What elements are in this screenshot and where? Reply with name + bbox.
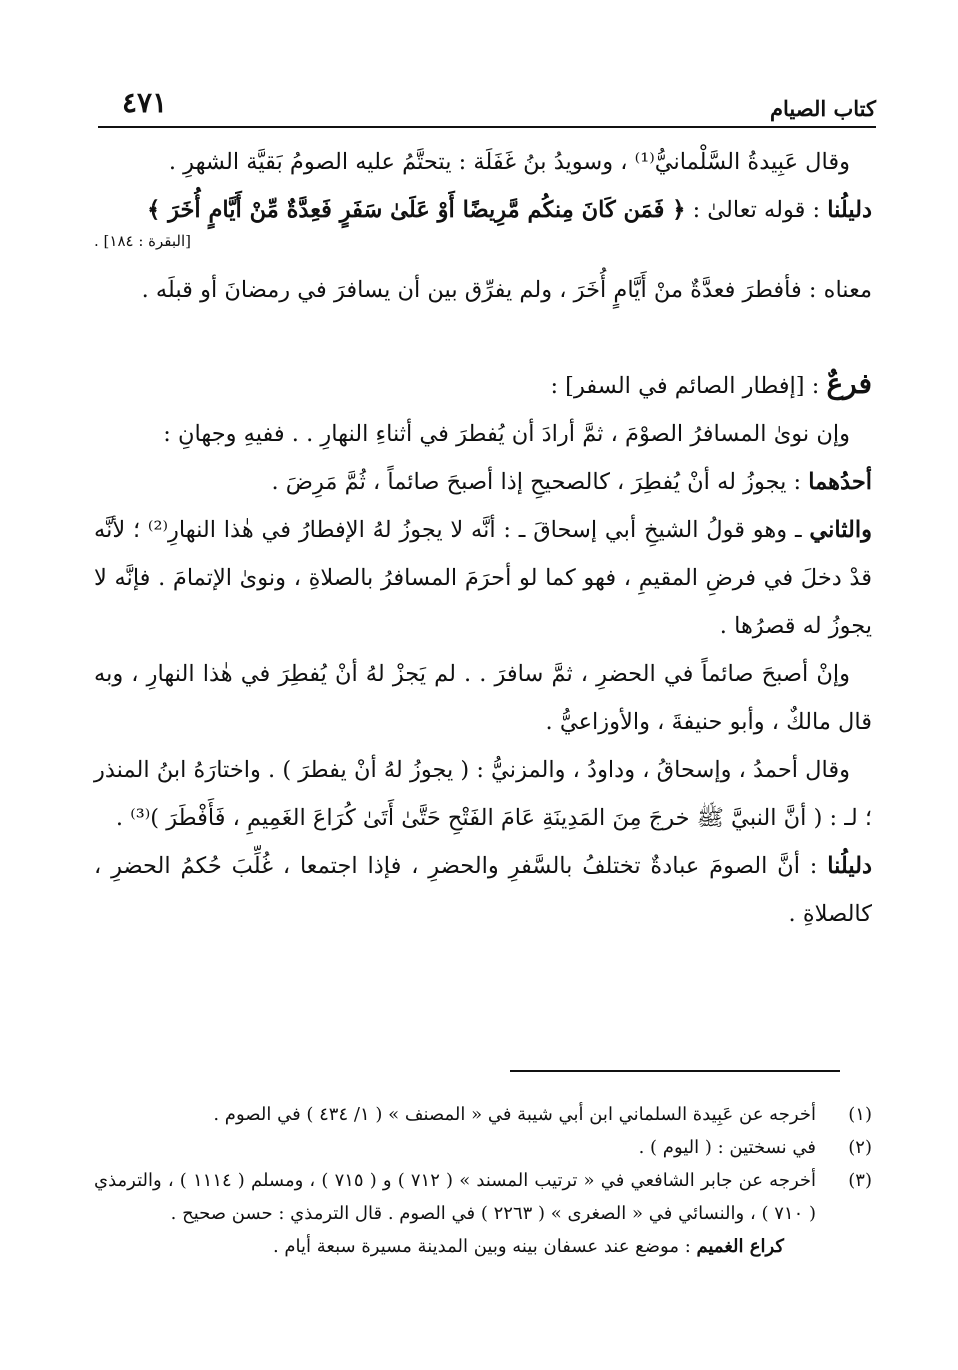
first-view-label: أحدُهما xyxy=(808,469,872,495)
footnote-separator xyxy=(510,1070,840,1072)
footnotes xyxy=(94,1098,872,1263)
glossary-note xyxy=(94,1230,872,1263)
paragraph-7: وإنْ أصبحَ صائماً في الحضرِ ، ثمَّ سافرَ . . لم يَجزْ لهُ أنْ يُفطِرَ في هٰذا النهارِ ، وبه قال مالكٌ ، وأبو حنيفةَ ، والأوزاعيُّ . xyxy=(94,661,872,735)
glossary-term: كراع الغميم xyxy=(696,1236,784,1257)
paragraph-1: وقال عَبِيدةُ السَّلْمانيُّ⁽¹⁾ ، وسويدُ بنُ غَفَلَة : يتحتَّمُ عليه الصومُ بَقيَّة الشهرِ . xyxy=(168,149,850,175)
running-header xyxy=(98,84,876,128)
section-heading xyxy=(94,360,872,410)
page-number: ٤٧١ xyxy=(122,86,168,119)
footnote-3 xyxy=(94,1164,872,1230)
footnote-number: (٢) xyxy=(848,1137,872,1158)
footnote-number: (١) xyxy=(848,1104,872,1125)
paragraph-4: وإن نوىٰ المسافرُ الصوْمَ ، ثمَّ أرادَ أن يُفطرَ في أثناءِ النهارِ . . ففيهِ وجهانِ : xyxy=(163,421,850,447)
paragraph-8: وقال أحمدُ ، وإسحاقُ ، وداودُ ، والمزنيُّ : ( يجوزُ لهُ أنْ يفطرَ ) . واختارَهُ ابنُ المنذر ؛ لـ : ( أنَّ النبيَّ ﷺ خرجَ مِنَ المَدِينَةِ عَامَ الفَتْحِ حَتَّىٰ أَتَىٰ كُرَاعَ الغَمِيمِ ، فَأَفْطَرَ )⁽³⁾ . xyxy=(94,757,872,831)
book-title: كتاب الصيام xyxy=(770,96,876,121)
evidence-label-2: دليلُنا xyxy=(827,853,872,879)
footnote-text: أخرجه عن جابر الشافعي في « ترتيب المسند » ( ٧١٢ ) و ( ٧١٥ ) ، ومسلم ( ١١١٤ ) ، والترمذي ( ٧١٠ ) ، والنسائي في « الصغرى » ( ٢٢٦٣ ) في الصوم . قال الترمذي : حسن صحيح . xyxy=(94,1170,817,1224)
paragraph-2-text: : قوله تعالىٰ : xyxy=(685,197,828,223)
paragraph-6-text: ـ وهو قولُ الشيخِ أبي إسحاقَ ـ : أنَّه لا يجوزُ لهُ الإفطارُ في هٰذا النهارِ⁽²⁾ ؛ لأنَّه قدْ دخلَ في فرضِ المقيمِ ، فهو كما لو أحرَمَ المسافرُ بالصلاةِ ، ونوىٰ الإتمامَ . فإنَّه لا يجوزُ له قصرُها . xyxy=(94,517,872,639)
evidence-label: دليلُنا xyxy=(827,197,872,223)
quran-verse: ﴿ فَمَن كَانَ مِنكُم مَّرِيضًا أَوْ عَلَىٰ سَفَرٍ فَعِدَّةٌ مِّنْ أَيَّامٍ أُخَرَ ﴾ xyxy=(147,197,686,223)
section-heading-label: فرعٌ xyxy=(826,367,872,400)
footnote-number: (٣) xyxy=(848,1170,872,1191)
main-text xyxy=(94,138,872,938)
footnote-text: في نسختين : ( اليوم ) . xyxy=(638,1137,816,1158)
paragraph-6 xyxy=(94,506,872,650)
verse-reference: [البقرة : ١٨٤] . xyxy=(94,232,191,250)
footnote-text: أخرجه عن عَبِيدة السلماني ابن أبي شيبة في « المصنف » ( ١/ ٤٣٤ ) في الصوم . xyxy=(213,1104,816,1125)
paragraph-2 xyxy=(94,186,872,234)
second-view-label: والثاني xyxy=(809,517,872,543)
glossary-definition: : موضع عند عسفان بينه وبين المدينة مسيرة سبعة أيام . xyxy=(272,1236,697,1257)
paragraph-9-text: : أنَّ الصومَ عبادةٌ تختلفُ بالسَّفرِ والحضرِ ، فإذا اجتمعا ، غُلِّبَ حُكمُ الحضرِ ، كالصلاةِ . xyxy=(94,853,872,927)
section-heading-text: : [إفطار الصائم في السفر] : xyxy=(550,373,827,399)
paragraph-5 xyxy=(94,458,872,506)
footnote-1 xyxy=(94,1098,872,1131)
paragraph-3: معناه : فأفطرَ فعدَّةٌ منْ أَيَّامٍ أُخَرَ ، ولم يفرِّق بين أن يسافرَ في رمضانَ أو قبلَه . xyxy=(141,277,872,303)
paragraph-5-text: : يجوزُ له أنْ يُفطِرَ ، كالصحيحِ إذا أصبحَ صائماً ، ثُمَّ مَرِضَ . xyxy=(271,469,809,495)
paragraph-9 xyxy=(94,842,872,938)
footnote-2 xyxy=(94,1131,872,1164)
